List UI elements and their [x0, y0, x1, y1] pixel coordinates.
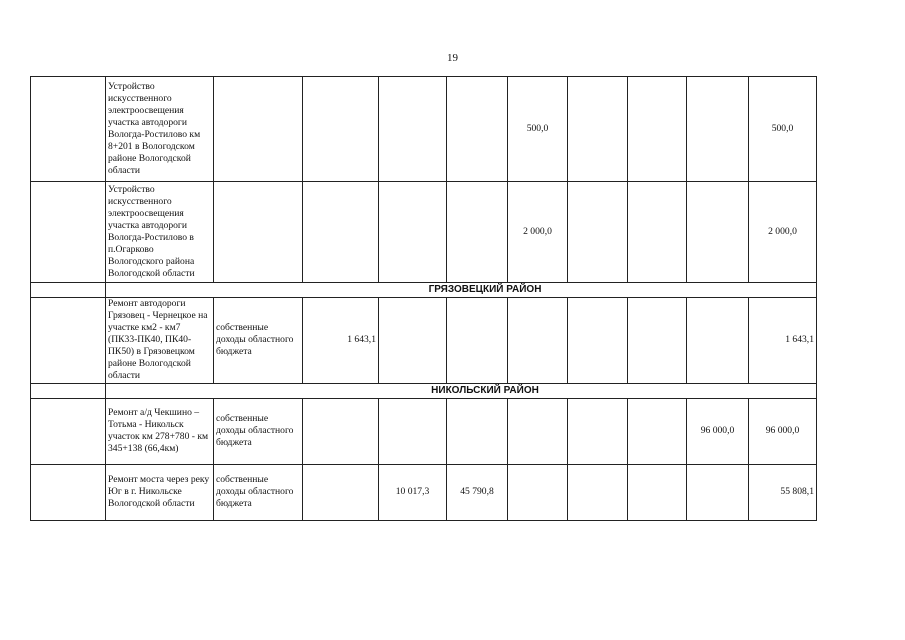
district-header-row	[31, 383, 817, 398]
value-cell	[447, 298, 508, 384]
value-cell	[447, 77, 508, 182]
value-cell	[687, 182, 749, 283]
object-name-cell: Ремонт а/д Чекшино – Тотьма - Никольск участок км 278+780 - км 345+138 (66,4км)	[106, 398, 214, 464]
total-cell: 2 000,0	[749, 182, 817, 283]
table-row	[31, 398, 817, 464]
row-number-cell	[31, 464, 106, 520]
total-cell: 55 808,1	[749, 464, 817, 520]
value-cell: 500,0	[508, 77, 568, 182]
value-cell	[508, 464, 568, 520]
funding-source-cell: собственные доходы областного бюджета	[214, 464, 303, 520]
value-cell: 1 643,1	[303, 298, 379, 384]
page-number: 19	[447, 52, 458, 64]
value-cell	[303, 77, 379, 182]
value-cell	[379, 77, 447, 182]
value-cell	[687, 77, 749, 182]
value-cell	[303, 398, 379, 464]
funding-source-cell: собственные доходы областного бюджета	[214, 298, 303, 384]
value-cell	[508, 398, 568, 464]
value-cell: 2 000,0	[508, 182, 568, 283]
value-cell	[379, 182, 447, 283]
funding-source-cell	[214, 182, 303, 283]
value-cell	[568, 77, 628, 182]
funding-source-cell: собственные доходы областного бюджета	[214, 398, 303, 464]
row-number-cell	[31, 182, 106, 283]
value-cell	[628, 77, 687, 182]
object-name-cell: Ремонт моста через реку Юг в г. Никольске Вологодской области	[106, 464, 214, 520]
value-cell	[568, 298, 628, 384]
value-cell	[508, 298, 568, 384]
value-cell	[628, 298, 687, 384]
funding-source-cell	[214, 77, 303, 182]
value-cell	[379, 398, 447, 464]
row-number-cell	[31, 298, 106, 384]
district-title: ГРЯЗОВЕЦКИЙ РАЙОН	[106, 283, 817, 298]
value-cell	[628, 398, 687, 464]
value-cell	[628, 464, 687, 520]
value-cell	[568, 182, 628, 283]
value-cell	[687, 464, 749, 520]
table-row	[31, 182, 817, 283]
district-title: НИКОЛЬСКИЙ РАЙОН	[106, 383, 817, 398]
value-cell: 45 790,8	[447, 464, 508, 520]
object-name-cell: Устройство искусственного электроосвещения участка автодороги Вологда-Ростилово км 8+201 в Вологодском районе Вологодской области	[106, 77, 214, 182]
table-row	[31, 298, 817, 384]
object-name-cell: Ремонт автодороги Грязовец - Чернецкое на участке км2 - км7 (ПК33-ПК40, ПК40-ПК50) в Грязовецком районе Вологодской области	[106, 298, 214, 384]
total-cell: 1 643,1	[749, 298, 817, 384]
value-cell	[303, 464, 379, 520]
value-cell	[447, 182, 508, 283]
budget-table	[30, 76, 817, 521]
value-cell	[687, 298, 749, 384]
value-cell	[568, 464, 628, 520]
table-row	[31, 464, 817, 520]
row-number-cell	[31, 398, 106, 464]
object-name-cell: Устройство искусственного электроосвещения участка автодороги Вологда-Ростилово в п.Огарково Вологодского района Вологодской области	[106, 182, 214, 283]
value-cell: 96 000,0	[687, 398, 749, 464]
value-cell	[568, 398, 628, 464]
total-cell: 96 000,0	[749, 398, 817, 464]
table-row	[31, 77, 817, 182]
value-cell	[628, 182, 687, 283]
value-cell	[303, 182, 379, 283]
total-cell: 500,0	[749, 77, 817, 182]
value-cell: 10 017,3	[379, 464, 447, 520]
row-number-cell	[31, 77, 106, 182]
value-cell	[379, 298, 447, 384]
district-header-row	[31, 283, 817, 298]
value-cell	[447, 398, 508, 464]
